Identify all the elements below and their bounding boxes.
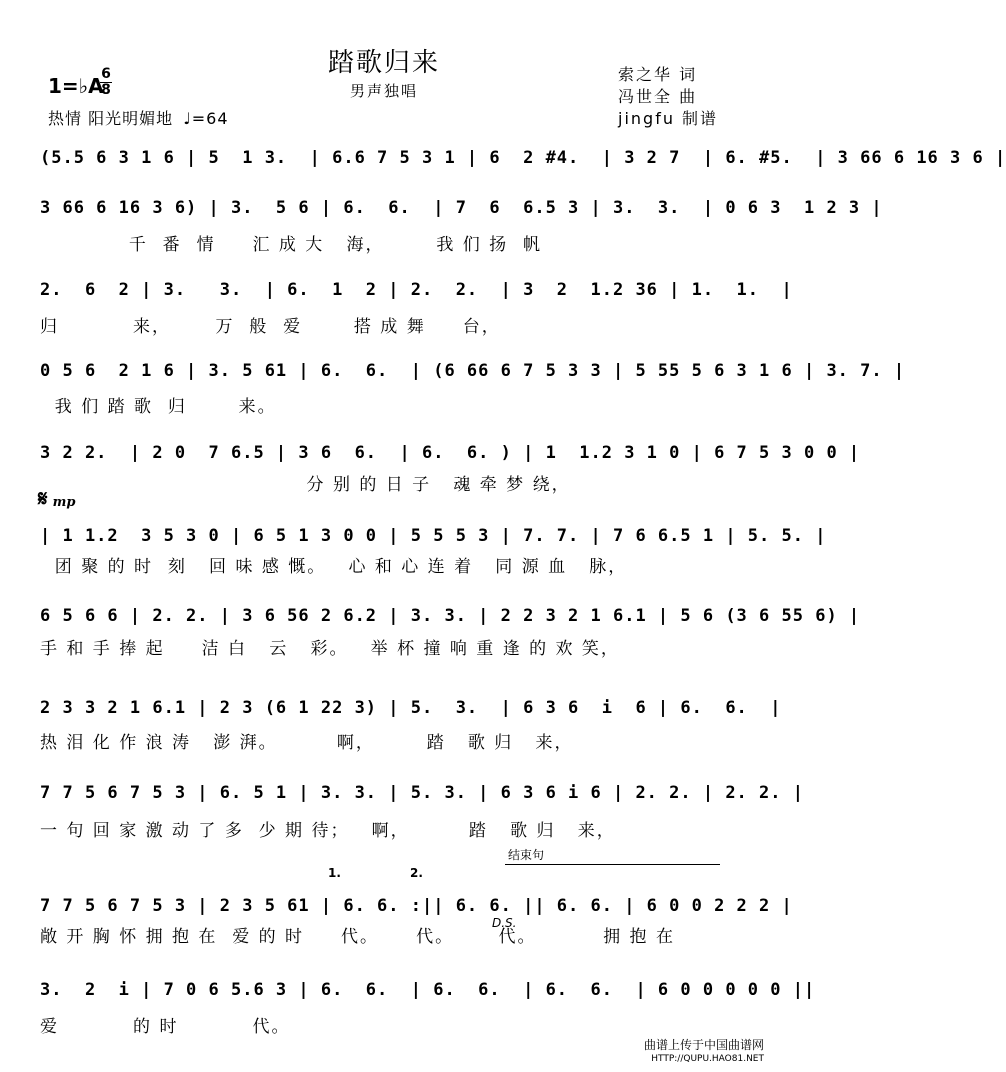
- notation-line: 6 5 6 6 | 2. 2. | 3 6 56 2 6.2 | 3. 3. | 2 2 3 2 1 6.1 | 5 6 (3 6 55 6) |: [40, 606, 861, 626]
- notation-line: 3 2 2. | 2 0 7 6.5 | 3 6 6. | 6. 6. ) | 1 1.2 3 1 0 | 6 7 5 3 0 0 |: [40, 443, 861, 463]
- lyrics-line: 分 别 的 日 子 魂 牵 梦 绕，: [40, 475, 571, 495]
- key-signature: 1=♭A: [48, 74, 104, 98]
- notation-line: | 1 1.2 3 5 3 0 | 6 5 1 3 0 0 | 5 5 5 3 | 7. 7. | 7 6 6.5 1 | 5. 5. |: [40, 526, 827, 546]
- lyrics-line: 热 泪 化 作 浪 涛 澎 湃。 啊， 踏 歌 归 来，: [40, 733, 574, 753]
- page-title: 踏歌归来: [327, 48, 440, 78]
- meter-bottom: 8: [101, 82, 111, 98]
- site-watermark: [644, 1038, 764, 1066]
- staff-system-8: [40, 680, 782, 720]
- notation-line: 0 5 6 2 1 6 | 3. 5 61 | 6. 6. | (6 66 6 7 5 3 3 | 5 55 5 6 3 1 6 | 3. 7. |: [40, 361, 906, 381]
- staff-system-10: [40, 878, 793, 918]
- volta-1: 1.: [328, 866, 341, 880]
- notation-line: 7 7 5 6 7 5 3 | 6. 5 1 | 3. 3. | 5. 3. | 6 3 6 i 6 | 2. 2. | 2. 2. |: [40, 783, 804, 803]
- staff-system-3: [40, 262, 793, 302]
- tempo-mark: ♩=64: [183, 109, 229, 128]
- lyrics-line: 千 番 情 汇 成 大 海， 我 们 扬 帆: [40, 235, 542, 255]
- notation-line: (5.5 6 3 1 6 | 5 1 3. | 6.6 7 5 3 1 | 6 2 #4. | 3 2 7 | 6. #5. | 3 66 6 16 3 6 |: [40, 148, 1006, 168]
- staff-system-11: [40, 962, 816, 1002]
- notation-line: 3. 2 i | 7 0 6 5.6 3 | 6. 6. | 6. 6. | 6. 6. | 6 0 0 0 0 0 ||: [40, 980, 816, 1000]
- staff-system-4: [40, 343, 906, 383]
- staff-system-1: [40, 130, 1006, 170]
- lyrics-line: 归 来， 万 般 爱 搭 成 舞 台，: [40, 317, 501, 337]
- tempo-text: [48, 106, 229, 129]
- staff-system-7: [40, 588, 861, 628]
- ending-bracket: [505, 864, 720, 865]
- tempo-expression: 热情 阳光明媚地: [48, 109, 174, 128]
- lyrics-line: 敞 开 胸 怀 拥 抱 在 爱 的 时 代。 代。 代。 拥 抱 在: [40, 927, 675, 947]
- notation-line: 3 66 6 16 3 6) | 3. 5 6 | 6. 6. | 7 6 6.5 3 | 3. 3. | 0 6 3 1 2 3 |: [40, 198, 883, 218]
- lyrics-line: 手 和 手 捧 起 洁 白 云 彩。 举 杯 撞 响 重 逢 的 欢 笑，: [40, 639, 620, 659]
- meter-top: 6: [101, 66, 111, 82]
- lyrics-line: 团 聚 的 时 刻 回 味 感 慨。 心 和 心 连 着 同 源 血 脉，: [40, 557, 628, 577]
- page-subtitle: 男声独唱: [349, 82, 418, 100]
- dynamic-mark: mp: [52, 495, 76, 510]
- lyricist-credit: 索之华 词: [618, 65, 698, 84]
- volta-2: 2.: [410, 866, 423, 880]
- staff-system-2: [40, 180, 883, 220]
- staff-system-6: [40, 508, 827, 548]
- arranger-credit: jingfu 制谱: [618, 109, 719, 128]
- segno-icon: 𝄋: [38, 486, 48, 512]
- time-signature: [100, 68, 112, 97]
- footer-line-2: HTTP://QUPU.HAO81.NET: [651, 1054, 764, 1064]
- ds-mark: D.S.: [492, 916, 517, 930]
- notation-line: 2. 6 2 | 3. 3. | 6. 1 2 | 2. 2. | 3 2 1.2 36 | 1. 1. |: [40, 280, 793, 300]
- notation-line: 2 3 3 2 1 6.1 | 2 3 (6 1 22 3) | 5. 3. | 6 3 6 i 6 | 6. 6. |: [40, 698, 782, 718]
- staff-system-5: [40, 425, 861, 465]
- footer-line-1: 曲谱上传于中国曲谱网: [643, 1038, 764, 1052]
- ending-label: 结束句: [508, 848, 545, 862]
- lyrics-line: 我 们 踏 歌 归 来。: [40, 397, 277, 417]
- lyrics-line: 爱 的 时 代。: [40, 1017, 291, 1037]
- lyrics-line: 一 句 回 家 激 动 了 多 少 期 待； 啊， 踏 歌 归 来，: [40, 821, 616, 841]
- notation-line: 7 7 5 6 7 5 3 | 2 3 5 61 | 6. 6. :|| 6. 6. || 6. 6. | 6 0 0 2 2 2 |: [40, 896, 793, 916]
- staff-system-9: [40, 765, 804, 805]
- composer-credit: 冯世全 曲: [618, 87, 698, 106]
